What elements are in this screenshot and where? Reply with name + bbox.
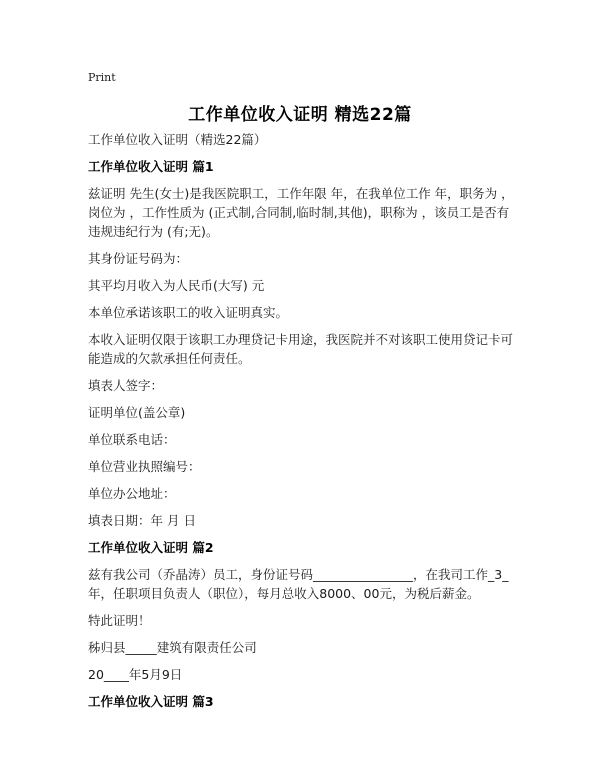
paragraph-monthly-income: 其平均月收入为人民币(大写) 元 [88,278,265,293]
paragraph-commitment: 本单位承诺该职工的收入证明真实。 [88,305,289,320]
paragraph-stamp: 证明单位(盖公章) [88,405,186,420]
paragraph-license: 单位营业执照编号： [88,459,201,474]
paragraph-company-name: 秭归县_____建筑有限责任公司 [88,640,257,655]
section-heading-2: 工作单位收入证明 篇2 [88,540,214,555]
paragraph-issue-date: 20____年5月9日 [88,667,183,682]
paragraph-id-number: 其身份证号码为： [88,251,189,266]
paragraph-certification: 兹证明 先生(女士)是我医院职工，工作年限 年，在我单位工作 年，职务为 ，岗位为 ，工作性质为 (正式制,合同制,临时制,其他)，职称为 ，该员工是否有违规违纪行为 (有;无)。 [88,186,514,239]
paragraph-usage-limit: 本收入证明仅限于该职工办理贷记卡用途，我医院并不对该职工使用贷记卡可能造成的欠款承担任何责任。 [88,332,514,366]
paragraph-employee-info: 兹有我公司（乔晶涛）员工，身份证号码________________，在我司工作_3_年，任职项目负责人（职位），每月总收入8000、00元，为税后薪金。 [88,567,509,601]
document-body [88,130,520,719]
section-heading-3: 工作单位收入证明 篇3 [88,694,214,709]
section-heading-1: 工作单位收入证明 篇1 [88,159,214,174]
page-title: 工作单位收入证明 精选22篇 [188,105,412,125]
paragraph-hereby-certify: 特此证明！ [88,613,151,628]
paragraph-date: 填表日期：年 月 日 [88,513,196,528]
paragraph-phone: 单位联系电话： [88,432,176,447]
paragraph-address: 单位办公地址： [88,486,176,501]
print-label[interactable]: Print [88,71,116,84]
paragraph-signer: 填表人签字： [88,378,164,393]
document-subtitle: 工作单位收入证明（精选22篇） [88,132,267,147]
